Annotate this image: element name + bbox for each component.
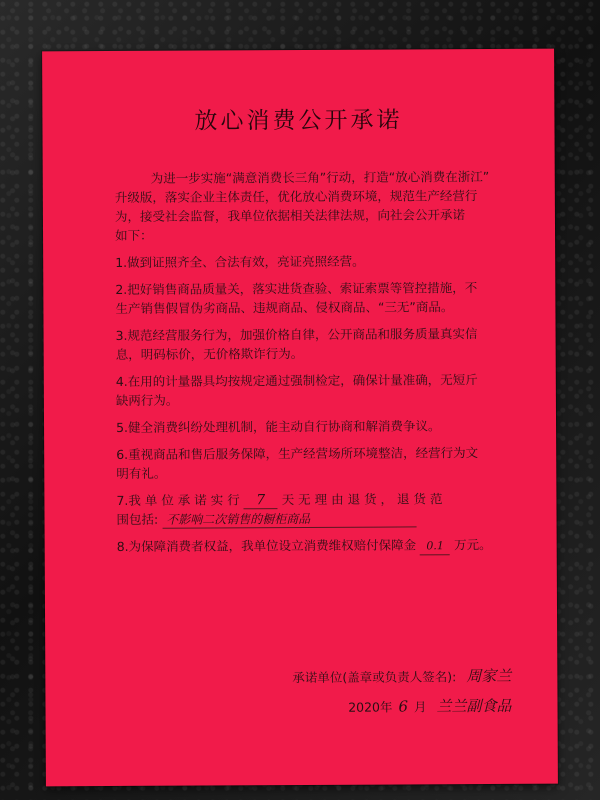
intro-paragraph [115, 167, 507, 245]
signature-label: 承诺单位(盖章或负责人签名): [292, 669, 457, 686]
item8-suffix: 万元。 [454, 536, 492, 553]
item-line: 2.把好销售商品质量关，落实进货查验、索证索票等管控措施，不 [115, 280, 478, 297]
item-line: 缺两行为。 [115, 392, 179, 408]
date-year: 2020年 [348, 699, 393, 715]
commitment-sheet [42, 49, 558, 787]
intro-line: 为，接受社会监督，我单位依据相关法律法规，向社会公开承诺 [114, 207, 465, 224]
item-line: 3.规范经营服务行为，加强价格自律，公开商品和服务质量真实信 [115, 326, 478, 343]
commitment-item-5 [116, 416, 508, 437]
scope-label: 围包括: [116, 511, 159, 527]
commitment-item-7 [116, 489, 508, 529]
item7-prefix: 7.我 单 位 承 诺 实 行 [116, 492, 240, 508]
item-line: 4.在用的计量器具均按规定通过强制检定，确保计量准确，无短斤 [115, 372, 478, 389]
item-line [117, 535, 509, 556]
commitment-item-2 [115, 278, 507, 318]
handwritten-signature: 周家兰 [466, 666, 512, 686]
signature-row [281, 661, 511, 692]
guarantee-amount-field: 0.1 [420, 538, 450, 555]
refund-days-field: 7 [244, 492, 278, 509]
item8-prefix: 8.为保障消费者权益，我单位设立消费维权赔付保障金 [116, 537, 417, 554]
commitment-item-6 [116, 443, 508, 483]
item7-suffix: 天 无 理 由 退 货 ， 退 货 范 [281, 491, 443, 508]
commitment-item-3 [116, 324, 508, 364]
intro-line: 升级版，落实企业主体责任，优化放心消费环境，规范生产经营行 [114, 188, 478, 205]
signature-block [281, 661, 511, 722]
date-month-label: 月 [413, 699, 427, 715]
refund-scope-field: 不影响二次销售的橱柜商品 [162, 510, 416, 528]
item-line: 息，明码标价，无价格欺诈行为。 [115, 345, 304, 362]
commitment-item-1 [115, 251, 507, 272]
item-line: 1.做到证照齐全、合法有效，亮证亮照经营。 [115, 253, 365, 270]
item-line: 明有礼。 [116, 465, 167, 481]
intro-line: 如下： [115, 227, 153, 243]
date-row [281, 691, 511, 722]
commitment-item-4 [116, 370, 508, 410]
handwritten-month: 6 [398, 697, 409, 716]
document-body [115, 167, 509, 556]
item-line [116, 489, 508, 510]
commitment-item-8 [117, 535, 509, 556]
item-line: 5.健全消费纠纷处理机制，能主动自行协商和解消费争议。 [116, 418, 441, 435]
item-line: 6.重视商品和售后服务保障，生产经营场所环境整洁，经营行为文 [116, 445, 479, 462]
item-line: 生产销售假冒伪劣商品、违规商品、侵权商品、“三无”商品。 [115, 299, 454, 316]
handwritten-organization: 兰兰副食品 [436, 696, 512, 716]
intro-line: 为进一步实施“满意消费长三角”行动，打造“放心消费在浙江” [150, 169, 490, 186]
document-title: 放心消费公开承诺 [194, 107, 403, 135]
item-line [116, 508, 508, 529]
